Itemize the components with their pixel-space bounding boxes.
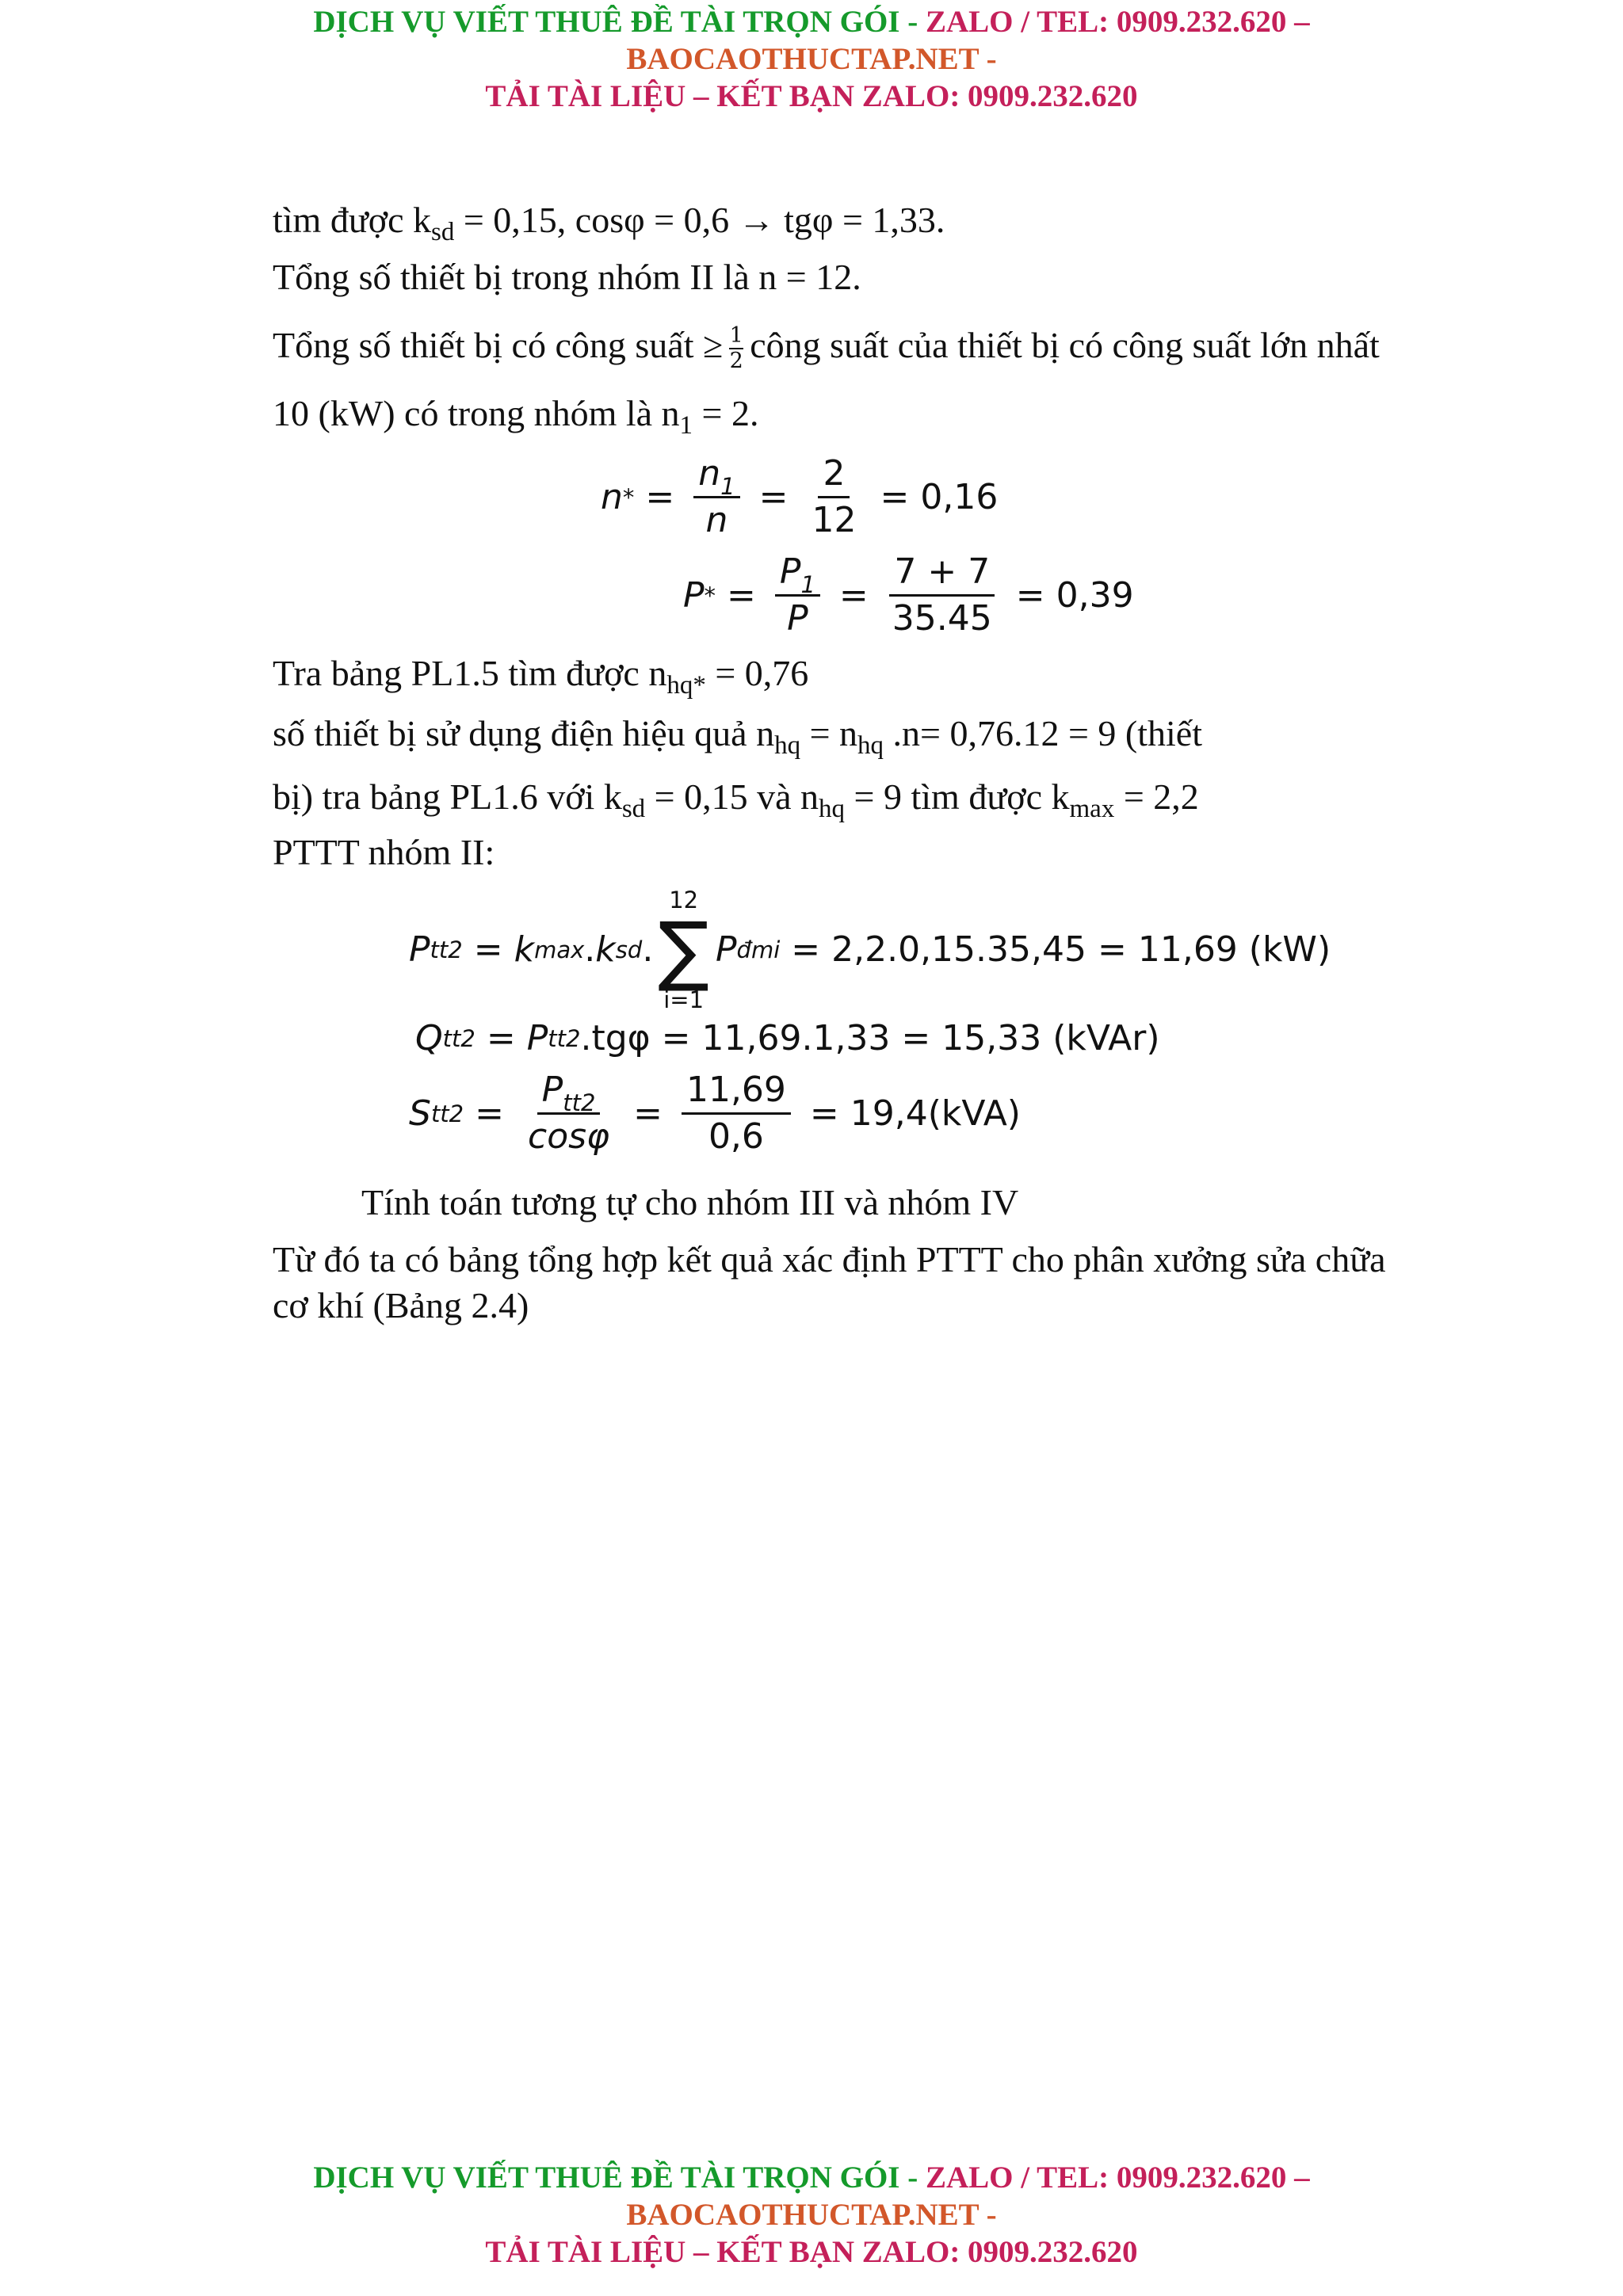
formula-ptt2: P tt2 = k max . k sd . 12 ∑ i=1 P đmi = 2,2.0,15.35,45 = 11,69 (kW) [409,887,1331,1013]
formula-n-star: n * = $\frac{n_1}{n}$ = $\frac{2}{12}$ = 0,16 [601,453,999,540]
formula-p-star: P * = $\frac{P_1}{P}$ = $\frac{7 + 7}{35.45}$ = 0,39 [683,551,1134,639]
footer-line-2: BAOCAOTHUCTAP.NET - [626,2198,997,2232]
body-line-8: PTTT nhóm II: [273,832,495,872]
footer-banner [0,2159,1623,2271]
body-line-6: số thiết bị sử dụng điện hiệu quả $n_{hq} = n_{hq}$ .n= 0,76.12 = 9 (thiết [273,713,1203,760]
body-line-3: Tổng số thiết bị có công suất ≥ $\frac{1}{2}$ công suất của thiết bị có công suất lớn nhất [273,323,1380,374]
header-line-3: TẢI TÀI LIỆU – KẾT BẠN ZALO: 0909.232.620 [485,79,1138,113]
body-line-11: cơ khí (Bảng 2.4) [273,1285,529,1325]
header-line-2: BAOCAOTHUCTAP.NET - [626,42,997,76]
footer-line-3: TẢI TÀI LIỆU – KẾT BẠN ZALO: 0909.232.620 [485,2235,1138,2269]
body-line-2: Tổng số thiết bị trong nhóm II là n = 12. [273,257,861,297]
body-line-10: Từ đó ta có bảng tổng hợp kết quả xác định PTTT cho phân xưởng sửa chữa [273,1239,1386,1280]
footer-line-1: DỊCH VỤ VIẾT THUÊ ĐỀ TÀI TRỌN GÓI - ZALO / TEL: 0909.232.620 – [313,2161,1310,2195]
body-line-9: Tính toán tương tự cho nhóm III và nhóm IV [361,1182,1019,1222]
body-line-7: bị) tra bảng PL1.6 với $k_{sd} = 0,15$ và $n_{hq} = 9$ tìm được $k_{max} = 2,2$ [273,776,1199,823]
half-fraction: $\frac{1}{2}$ [729,323,743,374]
sum-symbol: 12 ∑ i=1 [658,887,709,1013]
body-line-4: 10 (kW) có trong nhóm là $n_1 = 2$. [273,393,759,440]
header-banner [0,3,1623,115]
body-line-5: Tra bảng PL1.5 tìm được $n_{hq*} = 0,76$ [273,653,809,700]
formula-stt2: S tt2 = $\frac{P_{tt2}}{\cos\varphi}$ = $\frac{11,69}{0,6}$ = 19,4(kVA) [409,1070,1021,1157]
formula-qtt2: Q tt2 = P tt2 .tgφ = 11,69.1,33 = 15,33 (kVAr) [415,1018,1160,1058]
header-line-1: DỊCH VỤ VIẾT THUÊ ĐỀ TÀI TRỌN GÓI - ZALO / TEL: 0909.232.620 – [313,5,1310,39]
body-line-1: tìm được $k_{sd} = 0,15$, cosφ = 0,6 → tgφ = 1,33. [273,200,945,246]
